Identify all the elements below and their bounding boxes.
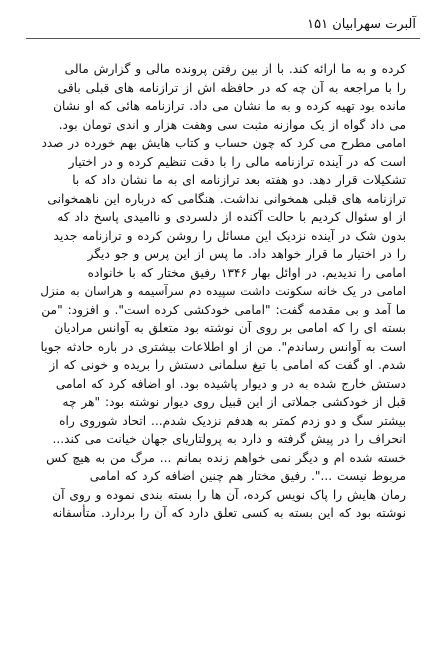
text-line: را با مراجعه به آن چه که در حافظه اش از ترازنامه های قبلی باقی [57, 80, 406, 95]
text-line: است که در آینده ترازنامه مالی را با دقت تنظیم کرده و در اختیار [68, 154, 406, 169]
text-line: می داد گواه از یک موازنه مثبت سی وهفت هزار و اندی تومان بود. [58, 117, 406, 132]
text-line: مانده بود تهیه کرده و به ما نشان می داد. ترازنامه هائی که او نشان [53, 99, 406, 113]
text-line: دستش خارج شده به در و دیوار پاشیده بود. او اضافه کرد که امامی [55, 376, 406, 391]
text-line: بسته ای را که امامی بر روی آن نوشته بود متعلق به آوانس مرادیان [54, 321, 406, 335]
text-line: تشکیلات قرار دهد. دو هفته بعد ترازنامه ای به ما نشان داد که با [72, 173, 406, 187]
body-text [40, 60, 406, 523]
text-line: انحراف را در پیش گرفته و دارد به پرولتاریای جهان خیانت می کند... [52, 432, 406, 446]
running-head-text: آلبرت سهرابیان ۱۵۱ [307, 17, 416, 32]
text-line: بیشتر سگ و دو زدم کمتر به هدفم نزدیک شدم... اتحاد شوروی راه [59, 413, 406, 428]
text-line: شدم. او گفت که امامی با تیغ سلمانی دستش را بریده و خونی که از [49, 358, 406, 372]
text-line: خسته شده ام و دیگر نمی خواهم زنده بمانم ... مرگ من به هیچ کس [46, 450, 406, 465]
text-line: امامی مطرح می کرد که چون حساب و کتاب هایش بهم خورده در صدد [41, 136, 406, 150]
running-header [30, 14, 416, 36]
text-line: بدون شک در آینده نزدیک این مسائل را روشن کرده و ترازنامه جدید [53, 228, 406, 243]
text-line: رمان هایش را پاک نویس کرده، آن ها را بسته بندی نموده و روی آن [52, 487, 406, 502]
text-line: ما آمد و بی مقدمه گفت: "امامی خودکشی کرده است". و افزود: "من [41, 302, 406, 317]
text-line: ترازنامه های قبلی همخوانی نداشت. هنگامی که درباره این ناهمخوانی [47, 191, 406, 206]
text-line: مربوط نیست ...". رفیق مختار هم چنین اضافه کرد که امامی [89, 469, 406, 483]
text-line: است به آوانس رساندم". من از او اطلاعات بیشتری در باره حادثه جویا [40, 339, 406, 354]
header-rule [26, 38, 420, 39]
text-line: را در اختیار ما قرار خواهد داد. ما پس از این پرس و جو دیگر [87, 247, 406, 261]
text-line: قبل از خودکشی جملاتی از این قبیل روی دیوار نوشته بود: "هر چه [62, 395, 406, 409]
text-line: امامی را ندیدیم. در اوائل بهار ۱۳۴۶ رفیق مختار که با خانواده [87, 265, 406, 280]
text-line: امامی در یک خانه سکونت داشت سپیده دم سرآسیمه و هراسان به منزل [40, 284, 406, 298]
text-line: از او سئوال کردیم با حالت آکنده از دلسردی و ناامیدی پاسخ داد که [57, 210, 406, 224]
text-line: نوشته بود که این بسته به کسی تعلق دارد که آن را بردارد. متأسفانه [52, 506, 406, 520]
text-line: کرده و به ما ارائه کند. با از بین رفتن پرونده مالی و گزارش مالی [64, 62, 406, 76]
